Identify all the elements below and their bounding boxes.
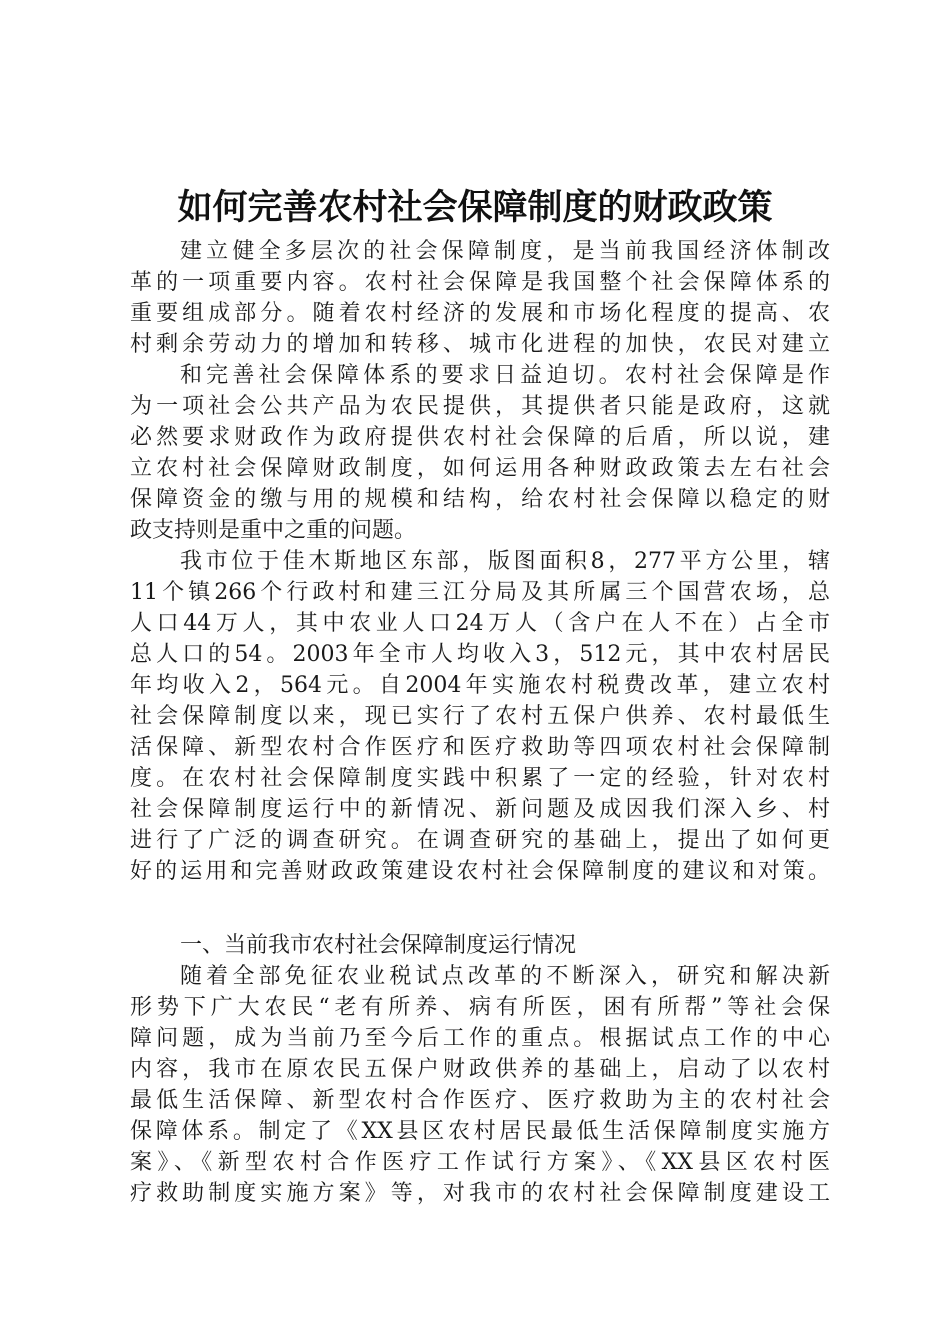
- section-heading: 一、当前我市农村社会保障制度运行情况: [180, 933, 577, 958]
- document-title: 如何完善农村社会保障制度的财政政策: [177, 187, 773, 228]
- paragraph-spacer: [130, 887, 830, 927]
- paragraph-line: 障问题，成为当前乃至今后工作的重点。根据试点工作的中心: [130, 1026, 830, 1051]
- section-paragraph: [130, 961, 830, 1209]
- paragraph-line: 年均收入2，564元。自2004年实施农村税费改革，建立农村: [130, 673, 830, 698]
- document-body: [130, 236, 830, 1209]
- paragraph-3: [130, 546, 830, 887]
- paragraph-2: [130, 360, 830, 546]
- paragraph-line: 随着全部免征农业税试点改革的不断深入，研究和解决新: [180, 964, 830, 989]
- paragraph-line: 社会保障制度以来，现已实行了农村五保户供养、农村最低生: [130, 704, 830, 729]
- paragraph-line: 为一项社会公共产品为农民提供，其提供者只能是政府，这就: [130, 394, 830, 419]
- paragraph-line: 政支持则是重中之重的问题。: [130, 518, 417, 543]
- paragraph-line: 保障体系。制定了《XX县区农村居民最低生活保障制度实施方: [130, 1119, 830, 1144]
- paragraph-line: 建立健全多层次的社会保障制度，是当前我国经济体制改: [180, 239, 830, 264]
- paragraph-line: 进行了广泛的调查研究。在调查研究的基础上，提出了如何更: [130, 828, 830, 853]
- paragraph-line: 最低生活保障、新型农村合作医疗、医疗救助为主的农村社会: [130, 1088, 830, 1113]
- paragraph-line: 案》、《新型农村合作医疗工作试行方案》、《XX县区农村医: [130, 1150, 830, 1175]
- paragraph-line: 度。在农村社会保障制度实践中积累了一定的经验，针对农村: [130, 766, 830, 791]
- paragraph-line: 形势下广大农民“老有所养、病有所医，困有所帮”等社会保: [130, 995, 830, 1020]
- paragraph-line: 总人口的54。2003年全市人均收入3，512元，其中农村居民: [130, 642, 830, 667]
- paragraph-line: 保障资金的缴与用的规模和结构，给农村社会保障以稳定的财: [130, 487, 830, 512]
- paragraph-line: 革的一项重要内容。农村社会保障是我国整个社会保障体系的: [130, 270, 830, 295]
- paragraph-line: 社会保障制度运行中的新情况、新问题及成因我们深入乡、村: [130, 797, 830, 822]
- paragraph-line: 村剩余劳动力的增加和转移、城市化进程的加快，农民对建立: [130, 332, 830, 357]
- paragraph-line: 内容，我市在原农民五保户财政供养的基础上，启动了以农村: [130, 1057, 830, 1082]
- paragraph-1: [130, 236, 830, 360]
- paragraph-line: 重要组成部分。随着农村经济的发展和市场化程度的提高、农: [130, 301, 830, 326]
- paragraph-line: 好的运用和完善财政政策建设农村社会保障制度的建议和对策。: [130, 859, 830, 884]
- paragraph-line: 必然要求财政作为政府提供农村社会保障的后盾，所以说，建: [130, 425, 830, 450]
- paragraph-line: 疗救助制度实施方案》等，对我市的农村社会保障制度建设工: [130, 1181, 830, 1206]
- paragraph-line: 活保障、新型农村合作医疗和医疗救助等四项农村社会保障制: [130, 735, 830, 760]
- paragraph-line: 和完善社会保障体系的要求日益迫切。农村社会保障是作: [180, 363, 830, 388]
- paragraph-line: 立农村社会保障财政制度，如何运用各种财政政策去左右社会: [130, 456, 830, 481]
- paragraph-line: 11个镇266个行政村和建三江分局及其所属三个国营农场，总: [130, 580, 830, 605]
- paragraph-line: 我市位于佳木斯地区东部，版图面积8，277平方公里，辖: [180, 549, 830, 574]
- paragraph-line: 人口44万人，其中农业人口24万人（含户在人不在）占全市: [130, 611, 830, 636]
